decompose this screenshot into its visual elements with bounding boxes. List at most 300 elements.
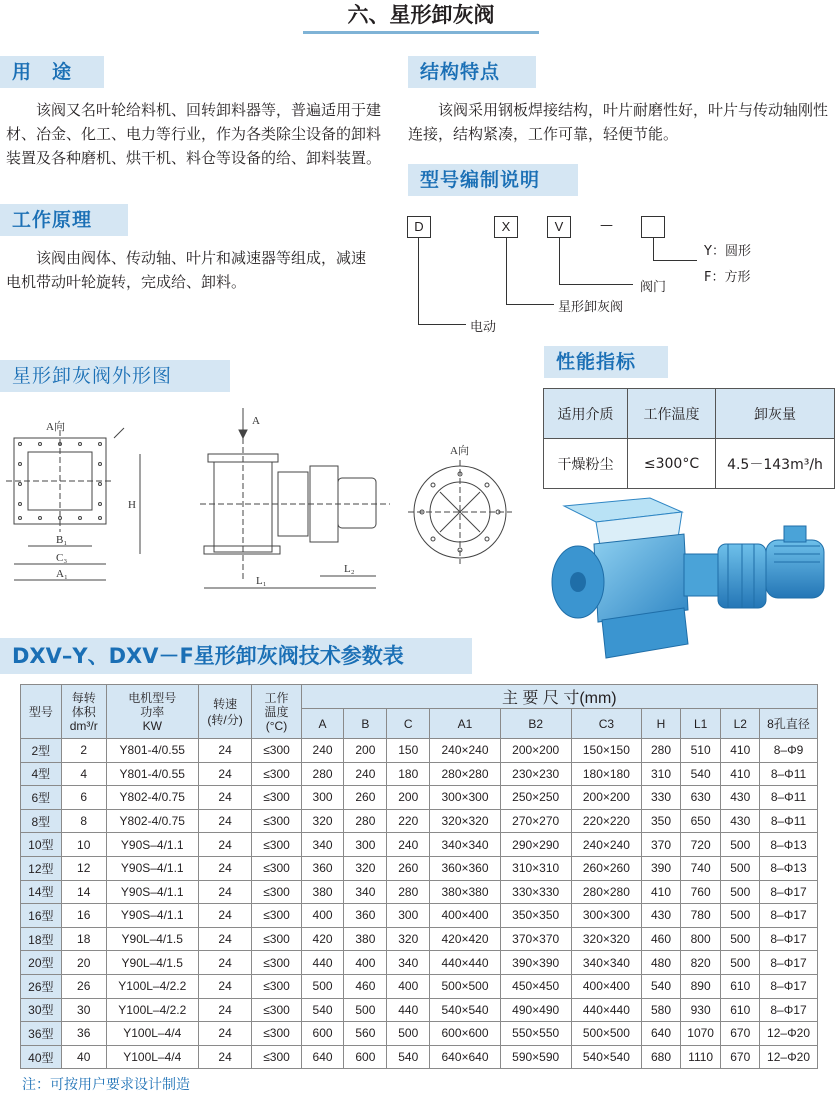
table-cell: Y802-4/0.75 [106,809,198,833]
table-cell: 540×540 [571,1045,642,1069]
table-cell: 400 [344,951,387,975]
col-volume-line-3: dm³/r [69,718,98,733]
table-cell: ≤300 [252,1022,301,1046]
table-cell: 930 [680,998,721,1022]
col-dim: C [387,709,430,739]
table-cell: 24 [198,904,252,928]
table-cell: Y801-4/0.55 [106,739,198,763]
table-cell: 500 [387,1022,430,1046]
table-cell: 400 [301,904,344,928]
table-cell: 16 [61,904,106,928]
table-cell: 12 [61,856,106,880]
table-cell: Y801-4/0.55 [106,762,198,786]
table-cell: 200×200 [571,786,642,810]
table-cell: Y100L–4/4 [106,1022,198,1046]
table-cell: 4型 [21,762,62,786]
code-label-y: Y：圆形 [704,244,751,259]
table-cell: 8–Φ17 [760,998,818,1022]
table-cell: 8–Φ17 [760,904,818,928]
table-cell: Y90S–4/1.1 [106,880,198,904]
table-cell: 800 [680,927,721,951]
table-cell: 380 [301,880,344,904]
col-speed [198,685,252,739]
table-cell: 430 [721,809,760,833]
table-cell: 24 [198,809,252,833]
table-cell: 4 [61,762,106,786]
code-box-x: X [494,216,518,238]
table-cell: 400×400 [571,974,642,998]
table-cell: 360 [301,856,344,880]
table-cell: 16型 [21,904,62,928]
table-cell: 600 [301,1022,344,1046]
table-cell: ≤300 [252,833,301,857]
table-row [21,762,818,786]
table-cell: 500 [344,998,387,1022]
label-l1: L₁ [256,575,267,587]
performance-value-temp: ≤300°C [628,439,716,489]
table-cell: ≤300 [252,1045,301,1069]
col-dims: 主 要 尺 寸(mm) [301,685,817,709]
table-cell: 580 [642,998,681,1022]
code-label-f: F：方形 [704,270,751,285]
table-cell: 36型 [21,1022,62,1046]
valve-illustration [538,494,834,662]
label-c3: C₃ [56,552,68,564]
code-box-d: D [407,216,431,238]
col-volume-line-1: 每转 [71,690,96,705]
table-cell: 40型 [21,1045,62,1069]
table-cell: 440 [301,951,344,975]
table-cell: 8–Φ17 [760,927,818,951]
connector-x-h [506,304,554,305]
table-row [21,809,818,833]
col-speed-line-1: 转速 [213,696,238,711]
table-cell: 440×440 [571,998,642,1022]
principle-paragraph: 该阀由阀体、传动轴、叶片和减速器等组成，减速电机带动叶轮旋转，完成给、卸料。 [6,249,367,291]
table-cell: ≤300 [252,974,301,998]
table-cell: 24 [198,739,252,763]
table-cell: 370 [642,833,681,857]
table-cell: ≤300 [252,998,301,1022]
table-cell: 26型 [21,974,62,998]
table-cell: 450×450 [500,974,571,998]
spec-table-body [21,739,818,1069]
table-cell: ≤300 [252,880,301,904]
col-dim: C3 [571,709,642,739]
principle-heading: 工作原理 [0,204,128,236]
structure-paragraph: 该阀采用钢板焊接结构，叶片耐磨性好，叶片与传动轴刚性连接，结构紧凑，工作可靠，轻便节能。 [408,101,829,143]
table-cell: 320 [344,856,387,880]
table-cell: Y90S–4/1.1 [106,833,198,857]
table-cell: 18 [61,927,106,951]
col-dim: L2 [721,709,760,739]
table-cell: 510 [680,739,721,763]
performance-value-row [544,439,835,489]
col-dim: 8孔直径 [760,709,818,739]
table-cell: 680 [642,1045,681,1069]
table-cell: 540 [680,762,721,786]
table-cell: 640 [642,1022,681,1046]
table-cell: 30型 [21,998,62,1022]
connector-shape-h [653,260,697,261]
table-cell: 460 [642,927,681,951]
table-row [21,998,818,1022]
outline-heading: 星形卸灰阀外形图 [0,360,230,392]
table-row [21,974,818,998]
table-row [21,951,818,975]
table-cell: 8–Φ11 [760,809,818,833]
table-cell: 240 [301,739,344,763]
table-cell: 590×590 [500,1045,571,1069]
table-cell: 24 [198,762,252,786]
table-cell: 260 [387,856,430,880]
table-cell: 350×350 [500,904,571,928]
table-cell: 320×320 [571,927,642,951]
table-cell: 30 [61,998,106,1022]
table-cell: 280 [344,809,387,833]
table-cell: 420×420 [430,927,501,951]
table-cell: Y90S–4/1.1 [106,856,198,880]
table-cell: 780 [680,904,721,928]
table-cell: 200 [344,739,387,763]
table-cell: 540 [301,998,344,1022]
col-model: 型号 [21,685,62,739]
table-cell: 1070 [680,1022,721,1046]
table-cell: ≤300 [252,951,301,975]
table-cell: 640 [301,1045,344,1069]
table-cell: 360×360 [430,856,501,880]
table-cell: 540 [642,974,681,998]
performance-table [543,388,835,489]
table-cell: 340 [301,833,344,857]
table-cell: 670 [721,1045,760,1069]
table-cell: 8–Φ11 [760,786,818,810]
code-box-shape [641,216,665,238]
table-cell: 12–Φ20 [760,1022,818,1046]
table-cell: 500 [721,951,760,975]
col-motor-line-2: 功率 [140,704,165,719]
table-cell: Y90S–4/1.1 [106,904,198,928]
table-row [21,927,818,951]
col-volume-line-2: 体积 [71,704,96,719]
table-row [21,904,818,928]
table-cell: 8–Φ13 [760,833,818,857]
connector-shape-v [653,238,654,260]
page-title: 六、星形卸灰阀 [303,0,539,34]
usage-paragraph: 该阀又名叶轮给料机、回转卸料器等，普遍适用于建材、冶金、化工、电力等行业，作为各类除尘设备的卸料装置及各种磨机、烘干机、料仓等设备的给、卸料装置。 [6,101,382,167]
table-cell: Y802-4/0.75 [106,786,198,810]
table-row [21,833,818,857]
table-cell: 270×270 [500,809,571,833]
table-cell: 24 [198,880,252,904]
table-cell: 290×290 [500,833,571,857]
table-cell: 440 [387,998,430,1022]
table-cell: 220×220 [571,809,642,833]
col-temp-line-2: 温度 [264,704,289,719]
table-cell: 26 [61,974,106,998]
table-cell: 8–Φ13 [760,856,818,880]
table-cell: 300×300 [571,904,642,928]
connector-v-v [559,238,560,284]
table-row [21,1022,818,1046]
table-cell: ≤300 [252,786,301,810]
table-cell: 310 [642,762,681,786]
table-cell: 500×500 [571,1022,642,1046]
label-h: H [128,499,136,511]
table-cell: Y100L–4/4 [106,1045,198,1069]
code-box-v: V [547,216,571,238]
table-cell: 490×490 [500,998,571,1022]
structure-heading: 结构特点 [408,56,536,88]
table-cell: Y90L–4/1.5 [106,927,198,951]
table-cell: 330 [642,786,681,810]
table-cell: 500 [721,833,760,857]
valve-terminal-box [784,526,806,542]
table-cell: 500 [721,927,760,951]
table-cell: 350 [642,809,681,833]
model-code-heading: 型号编制说明 [408,164,578,196]
table-cell: 150×150 [571,739,642,763]
table-cell: 340 [344,880,387,904]
table-cell: 500 [301,974,344,998]
table-cell: 500 [721,880,760,904]
table-cell: 24 [198,786,252,810]
table-row [21,856,818,880]
col-temp [252,685,301,739]
table-cell: 36 [61,1022,106,1046]
structure-text [408,98,834,146]
table-cell: 390×390 [500,951,571,975]
table-cell: ≤300 [252,809,301,833]
code-label-x: 星形卸灰阀 [558,300,624,315]
table-cell: 430 [721,786,760,810]
label-l2: L₂ [344,563,355,575]
table-cell: 6 [61,786,106,810]
col-motor-line-3: KW [142,718,162,733]
table-cell: 10 [61,833,106,857]
spec-header-row-1 [21,685,818,709]
table-cell: 390 [642,856,681,880]
table-cell: 24 [198,998,252,1022]
table-cell: 340×340 [571,951,642,975]
table-cell: 560 [344,1022,387,1046]
drive-motor [338,478,376,528]
table-cell: 240×240 [571,833,642,857]
col-motor-line-1: 电机型号 [128,690,177,705]
table-row [21,739,818,763]
table-cell: 440×440 [430,951,501,975]
table-cell: 180 [387,762,430,786]
table-cell: 220 [387,809,430,833]
table-cell: 300 [344,833,387,857]
table-cell: 20型 [21,951,62,975]
code-label-v: 阀门 [640,280,667,295]
connector-d-h [418,324,466,325]
table-cell: 24 [198,927,252,951]
table-cell: 400 [387,974,430,998]
table-cell: 310×310 [500,856,571,880]
table-cell: 500 [721,856,760,880]
table-cell: ≤300 [252,904,301,928]
table-cell: 380 [344,927,387,951]
col-volume [61,685,106,739]
table-cell: 8型 [21,809,62,833]
label-a-view-left: A向 [46,421,65,433]
table-cell: 460 [344,974,387,998]
table-cell: 2 [61,739,106,763]
table-cell: 280 [387,880,430,904]
table-cell: 370×370 [500,927,571,951]
table-cell: 400×400 [430,904,501,928]
label-b1: B₁ [56,534,68,546]
table-cell: 480 [642,951,681,975]
table-cell: 8–Φ17 [760,974,818,998]
label-a1: A₁ [56,568,68,580]
col-temp-line-3: (°C) [265,718,288,733]
table-cell: 740 [680,856,721,880]
table-cell: 10型 [21,833,62,857]
col-motor [106,685,198,739]
body-bottom-flange [204,546,280,554]
table-cell: 230×230 [500,762,571,786]
table-cell: 320 [387,927,430,951]
performance-value-capacity: 4.5－143m³/h [716,439,835,489]
table-cell: 240 [387,833,430,857]
code-dash: — [600,218,613,233]
table-cell: 8–Φ9 [760,739,818,763]
table-cell: 890 [680,974,721,998]
performance-header-temp: 工作温度 [628,389,716,439]
table-cell: 14型 [21,880,62,904]
table-cell: ≤300 [252,856,301,880]
table-cell: 300×300 [430,786,501,810]
table-cell: ≤300 [252,739,301,763]
table-cell: 340×340 [430,833,501,857]
performance-value-medium: 干燥粉尘 [544,439,628,489]
table-cell: 760 [680,880,721,904]
table-cell: Y100L–4/2.2 [106,974,198,998]
table-cell: 260×260 [571,856,642,880]
table-cell: 670 [721,1022,760,1046]
table-cell: 320×320 [430,809,501,833]
table-cell: ≤300 [252,762,301,786]
connector-v-h [559,284,633,285]
table-cell: 500 [721,904,760,928]
table-cell: Y90L–4/1.5 [106,951,198,975]
table-cell: 18型 [21,927,62,951]
table-cell: 260 [344,786,387,810]
valve-body [594,534,688,622]
table-cell: 200 [387,786,430,810]
table-cell: 8–Φ17 [760,880,818,904]
table-cell: 180×180 [571,762,642,786]
col-dim: A [301,709,344,739]
table-cell: 300 [387,904,430,928]
table-cell: 8–Φ11 [760,762,818,786]
table-row [21,786,818,810]
table-cell: 600 [344,1045,387,1069]
table-cell: 14 [61,880,106,904]
table-cell: 540×540 [430,998,501,1022]
table-cell: Y100L–4/2.2 [106,998,198,1022]
table-row [21,880,818,904]
table-cell: 340 [387,951,430,975]
table-cell: 380×380 [430,880,501,904]
table-cell: 610 [721,974,760,998]
col-dim: L1 [680,709,721,739]
table-cell: ≤300 [252,927,301,951]
table-cell: 280×280 [430,762,501,786]
table-cell: 280 [642,739,681,763]
table-cell: 24 [198,856,252,880]
table-cell: 720 [680,833,721,857]
table-cell: 280×280 [571,880,642,904]
table-cell: 24 [198,1022,252,1046]
table-cell: 24 [198,974,252,998]
table-cell: 610 [721,998,760,1022]
table-cell: 12型 [21,856,62,880]
table-cell: 540 [387,1045,430,1069]
table-cell: 320 [301,809,344,833]
usage-heading: 用 途 [0,56,104,88]
col-dim: B2 [500,709,571,739]
table-cell: 40 [61,1045,106,1069]
table-cell: 650 [680,809,721,833]
table-cell: 820 [680,951,721,975]
table-cell: 410 [642,880,681,904]
table-cell: 550×550 [500,1022,571,1046]
table-cell: 2型 [21,739,62,763]
performance-header-row [544,389,835,439]
valve-coupling [684,554,718,596]
table-cell: 24 [198,1045,252,1069]
table-cell: 8 [61,809,106,833]
connector-x-v [506,238,507,304]
col-dim: A1 [430,709,501,739]
table-cell: 8–Φ17 [760,951,818,975]
table-cell: 20 [61,951,106,975]
table-cell: 640×640 [430,1045,501,1069]
table-cell: 24 [198,951,252,975]
table-cell: 6型 [21,786,62,810]
table-cell: 430 [642,904,681,928]
principle-text [6,246,376,294]
spec-footnote: 注：可按用户要求设计制造 [22,1077,190,1093]
table-cell: 410 [721,762,760,786]
table-cell: 1110 [680,1045,721,1069]
label-a-view-right: A向 [450,445,469,457]
table-cell: 630 [680,786,721,810]
table-cell: 330×330 [500,880,571,904]
table-cell: 240 [344,762,387,786]
table-cell: 500×500 [430,974,501,998]
spec-table [20,684,818,1069]
spec-table-title: DXV–Y、DXV－F星形卸灰阀技术参数表 [0,638,472,674]
outline-drawing [0,400,530,596]
table-cell: 410 [721,739,760,763]
table-cell: 240×240 [430,739,501,763]
connector-d-v [418,238,419,324]
table-cell: 420 [301,927,344,951]
drive-reducer [310,466,338,542]
col-temp-line-1: 工作 [264,690,289,705]
performance-header-medium: 适用介质 [544,389,628,439]
table-cell: 300 [301,786,344,810]
col-dim: B [344,709,387,739]
table-cell: 200×200 [500,739,571,763]
table-cell: 600×600 [430,1022,501,1046]
valve-motor [766,540,824,598]
